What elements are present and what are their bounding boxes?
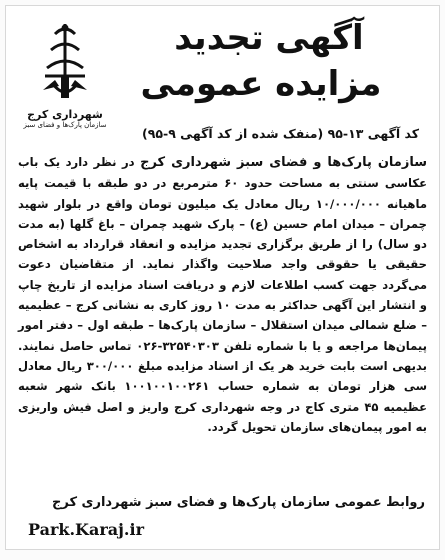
ad-signature: روابط عمومی سازمان پارک‌ها و فضای سبز شهرداری کرج xyxy=(52,495,425,510)
ad-body-lead: سازمان پارک‌ها و فضای سبز شهرداری کرج xyxy=(140,155,428,170)
ad-title-line1: آگهی تجدید xyxy=(174,18,364,58)
ad-body xyxy=(18,152,427,437)
municipality-logo xyxy=(20,20,110,140)
ad-body-text: در نظر دارد یک باب عکاسی سنتی به مساحت حدود ۶۰ مترمربع در دو طبقه با قیمت پایه ماهیانه ۱۰/۰۰۰/۰۰۰ ریال معادل یک میلیون تومان واقع در بلوار شهید چمران – میدان امام حسین (ع) – پارک شهید چمران – باغ گلها (به مدت دو سال) را از طریق برگزاری تجدید مزایده و انعقاد قرارداد به اشخاص حقیقی یا حقوقی واجد صلاحیت واگذار نماید. از متقاضیان دعوت می‌گردد جهت کسب اطلاعات لازم و دریافت اسناد مزایده از تاریخ چاپ و انتشار این آگهی حداکثر به مدت ۱۰ روز کاری به نشانی کرج – عظیمیه – ضلع شمالی میدان استقلال – سازمان پارک‌ها – طبقه اول – دفتر امور پیمان‌ها مراجعه و یا با شماره تلفن ۳۲۵۴۰۳۰۳-۰۲۶ تماس حاصل نمایند. بدیهی است بابت خرید هر یک از اسناد مزایده مبلغ ۳۰۰/۰۰۰ ریال معادل سی هزار تومان به شماره حساب ۱۰۰۱۰۰۱۰۰۲۶۱ بانک شهر شعبه عظیمیه ۴۵ متری کاج در وجه شهرداری کرج واریز و اصل فیش واریزی به امور پیمان‌های سازمان تحویل گردد. xyxy=(18,155,428,434)
logo-org-name: شهرداری کرج xyxy=(27,108,103,121)
logo-org-subtitle: سازمان پارک‌ها و فضای سبز xyxy=(23,121,107,129)
advertisement-page xyxy=(5,5,440,550)
website-link[interactable]: Park.Karaj.ir xyxy=(28,520,144,539)
karaj-emblem-icon xyxy=(33,20,97,106)
ad-code: کد آگهی ۱۳-۹۵ (منفک شده از کد آگهی ۹-۹۵) xyxy=(142,126,419,141)
ad-title-line2: مزایده عمومی xyxy=(140,64,382,104)
